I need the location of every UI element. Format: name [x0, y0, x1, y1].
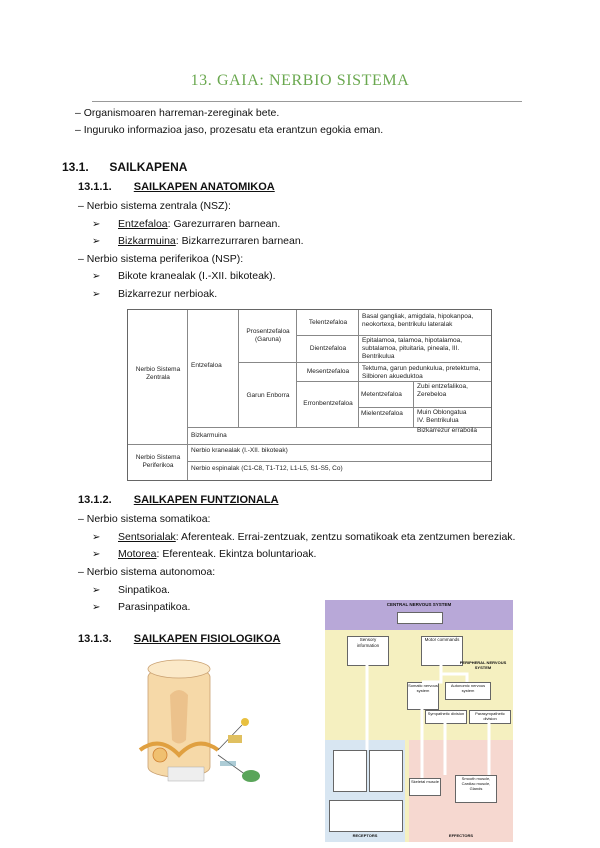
table-cell: Metentzefaloa [361, 391, 402, 398]
table-cell: Bizkarrezur erraboila [417, 427, 477, 434]
flowchart-arrows [325, 600, 513, 842]
section-title: SAILKAPEN FUNTZIONALA [133, 494, 279, 506]
table-cell: Dientzefaloa [309, 345, 347, 352]
table-cell: Epitalamoa, talamoa, hipotalamoa, subtalamoa, pituitaria, pineala, III. Bentrikulua [362, 337, 463, 360]
receptors-label: RECEPTORS [352, 833, 378, 838]
pns-label: PERIPHERAL NERVOUS SYSTEM [459, 660, 507, 670]
table-cell: Nerbio espinalak (C1-C8, T1-T12, L1-L5, S1-S5, Co) [191, 465, 343, 472]
table-divider [187, 427, 188, 480]
muscle-shape [242, 770, 260, 782]
table-divider [296, 335, 491, 336]
table-cell: Basal gangliak, amigdala, hipokanpoa, neokortexa, bentrikulu lateralak [362, 313, 474, 328]
arrow-motor-somatic [422, 664, 441, 682]
nsz-heading: – Nerbio sistema zentrala (NSZ): [78, 200, 231, 212]
intro-line-1: – Organismoaren harreman-zereginak bete. [75, 107, 280, 119]
table-cell: Nerbio Sistema Periferikoa [135, 454, 181, 469]
table-divider [358, 407, 491, 408]
section-number: 13.1.3. [78, 633, 112, 645]
section-13-1 [62, 160, 187, 174]
table-cell: Mielentzefaloa [361, 410, 403, 417]
section-title: SAILKAPEN FISIOLOGIKOA [133, 633, 281, 645]
title-divider [92, 101, 522, 102]
table-cell: Telentzefaloa [308, 319, 348, 326]
table-cell: Entzefaloa [191, 362, 222, 369]
page-title: 13. GAIA: NERBIO SISTEMA [190, 72, 410, 89]
motor-box: Motor commands [421, 636, 463, 666]
table-cell: Nerbio kranealak (I.-XII. bikoteak) [191, 447, 288, 454]
arrow-bullet-icon: ➢ [92, 532, 101, 543]
arrow-bullet-icon: ➢ [92, 549, 101, 560]
section-title: SAILKAPENA [109, 160, 188, 174]
table-divider [238, 362, 491, 363]
anatomical-table [127, 309, 492, 481]
table-cell: Zubi entzefalikoa, Zerebeloa [417, 383, 468, 398]
table-cell: Bizkarmuina [191, 432, 227, 439]
table-cell: Muin Oblongatua [417, 409, 467, 416]
table-divider [413, 381, 414, 427]
gray-matter [170, 690, 188, 744]
table-cell: Prosentzefaloa (Garuna) [246, 328, 290, 343]
section-number: 13.1. [62, 160, 89, 174]
table-divider [296, 381, 491, 382]
table-cell: IV. Bentrikulua [417, 417, 459, 424]
list-item: ➢ Entzefaloa: Garezurraren barnean. [92, 218, 281, 230]
arrow-bullet-icon: ➢ [92, 219, 101, 230]
list-item: ➢ Bizkarmuina: Bizkarrezurraren barnean. [92, 235, 304, 247]
list-item: ➢ Sinpatikoa. [92, 584, 170, 596]
somatic-box: Somatic nervous system [407, 682, 439, 710]
list-item: ➢ Bizkarrezur nerbioak. [92, 288, 218, 300]
list-item: ➢ Sentsorialak: Aferenteak. Errai-zentzuak, zentzu somatikoak eta zentzumen bereziak. [92, 531, 516, 543]
arrow-bullet-icon: ➢ [92, 289, 101, 300]
smooth-muscle-box: Smooth muscle, Cardiac muscle, Glands [455, 775, 497, 803]
table-cell: Garun Enborra [246, 392, 290, 399]
section-number: 13.1.1. [78, 181, 112, 193]
nervous-system-flowchart [325, 600, 513, 842]
caption-box [168, 767, 204, 781]
table-divider [296, 310, 297, 427]
arrow-bullet-icon: ➢ [92, 602, 101, 613]
list-item: ➢ Bikote kranealak (I.-XII. bikoteak). [92, 270, 276, 282]
effector-box [228, 735, 242, 743]
ganglion [153, 748, 167, 762]
list-item: ➢ Motorea: Eferenteak. Ekintza boluntarioak. [92, 548, 317, 560]
somatic-heading: – Nerbio sistema somatikoa: [78, 513, 211, 525]
arrow-bullet-icon: ➢ [92, 585, 101, 596]
table-divider [358, 310, 359, 427]
table-cell: Erronbentzefaloa [303, 400, 353, 407]
section-13-1-1 [78, 181, 275, 193]
table-cell: Tektuma, garun pedunkulua, pretektuma, Silbioren akueduktoa [362, 365, 481, 380]
table-divider [128, 444, 491, 445]
section-13-1-3 [78, 633, 280, 645]
sympathetic-box: Sympathetic division [425, 710, 467, 724]
section-13-1-2 [78, 494, 279, 506]
table-cell: Mesentzefaloa [306, 368, 350, 375]
cns-label: CENTRAL NERVOUS SYSTEM [386, 602, 452, 607]
arrow-bullet-icon: ➢ [92, 271, 101, 282]
spinal-cord-figure [120, 655, 270, 785]
label-box [220, 761, 236, 766]
skeletal-muscle-box: Skeletal muscle [409, 778, 441, 796]
sensory-box: Sensory information [347, 636, 389, 666]
section-number: 13.1.2. [78, 494, 112, 506]
section-title: SAILKAPEN ANATOMIKOA [133, 181, 275, 193]
table-divider [187, 461, 491, 462]
autonomic-heading: – Nerbio sistema autonomoa: [78, 566, 216, 578]
arrow-bullet-icon: ➢ [92, 236, 101, 247]
spinal-cord-top [148, 660, 210, 678]
arrow-motor-autonomic [441, 674, 467, 682]
list-item: ➢ Parasinpatikoa. [92, 601, 191, 613]
effectors-label: EFFECTORS [448, 833, 474, 838]
stimulus-marker [241, 718, 249, 726]
autonomic-box: Autonomic nervous system [445, 682, 491, 700]
table-cell: Nerbio Sistema Zentrala [135, 366, 181, 381]
nsp-heading: – Nerbio sistema periferikoa (NSP): [78, 253, 244, 265]
parasympathetic-box: Parasympathetic division [469, 710, 511, 724]
table-divider [238, 310, 239, 427]
intro-line-2: – Inguruko informazioa jaso, prozesatu eta erantzun egokia eman. [75, 124, 384, 136]
table-divider [187, 310, 188, 427]
